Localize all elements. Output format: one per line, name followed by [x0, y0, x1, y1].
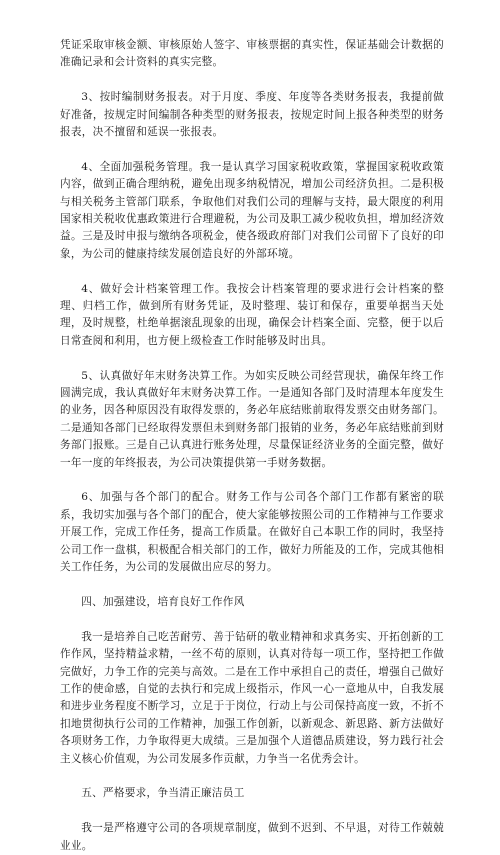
paragraph-archive-management: 4、做好会计档案管理工作。我按会计档案管理的要求进行会计档案的整理、归档工作，做到所有财务凭证，及时整理、装订和保存，重要单据当天处理，及时规整，杜绝单据滚乱现象的出现，确保会计档案全面、完整，便于以后日常查阅和利用，也方便上级检查工作时能够及时出具。 [60, 282, 444, 347]
paragraph-work-style: 我一是培养自己吃苦耐劳、善于钻研的敬业精神和求真务实、开拓创新的工作作风，坚持精益求精，一丝不苟的原则，认真对待每一项工作，坚持把工作做完做好，力争工作的完美与高效。二是在工作中承担自己的责任，增强自己做好工作的使命感，自觉的去执行和完成上级指示，作风一心一意地从中，自我发展和进步业务程度不断学习，立足于于岗位，行动上与公司保持高度一致，不折不扣地贯彻执行公司的工作精神，加强工作创新，以新观念、新思路、新方法做好各项财务工作，力争取得更大成绩。三是加强个人道德品质建设，努力践行社会主义核心价值观，为公司发展多作贡献，力争当一名优秀会计。 [60, 630, 444, 765]
paragraph-year-end-settlement: 5、认真做好年末财务决算工作。为如实反映公司经营现状，确保年终工作圆满完成，我认真做好年末财务决算工作。一是通知各部门及时清理本年度发生的业务，因各种原因没有取得发票的，务必年底结账前取得发票交由财务部门。二是通知各部门已经取得发票但未到财务部门报销的业务，务必年底结账前到财务部门报账。三是自己认真进行账务处理，尽量保证经济业务的全面完整，做好一年一度的年终报表，为公司决策提供第一手财务数据。 [60, 369, 444, 469]
paragraph-strict-requirements: 我一是严格遵守公司的各项规章制度，做到不迟到、不早退，对待工作兢兢业业。 [60, 822, 444, 852]
spacer [60, 611, 444, 628]
paragraph-department-cooperation: 6、加强与各个部门的配合。财务工作与公司各个部门工作都有紧密的联系，我切实加强与各个部门的配合，使大家能够按照公司的工作精神与工作要求开展工作，完成工作任务，提高工作质量。在做好自己本职工作的同时，我坚持公司工作一盘棋，积极配合相关部门的工作，做好力所能及的工作，完成其他相关工作任务，为公司的发展做出应尽的努力。 [60, 491, 444, 574]
spacer [60, 472, 444, 489]
paragraph-continuation: 凭证采取审核金额、审核原始人签字、审核票据的真实性，保证基础会计数据的准确记录和会计资料的真实完整。 [60, 39, 444, 69]
spacer [60, 803, 444, 820]
spacer [60, 72, 444, 89]
paragraph-tax-management: 4、全面加强税务管理。我一是认真学习国家税收政策，掌握国家税收政策内容，做到正确合理纳税，避免出现多纳税情况，增加公司经济负担。二是积极与相关税务主管部门联系，争取他们对我们公司的理解与支持，最大限度的利用国家相关税收优惠政策进行合理避税，为公司及职工减少税收负担，增加经济效益。三是及时申报与缴纳各项税金，使各级政府部门对我们公司留下了良好的印象，为公司的健康持续发展创造良好的外部环境。 [60, 160, 444, 260]
spacer [60, 141, 444, 158]
spacer [60, 263, 444, 280]
spacer [60, 768, 444, 785]
section-heading-5: 五、严格要求，争当清正廉洁员工 [81, 787, 245, 800]
spacer [60, 350, 444, 367]
paragraph-financial-reports: 3、按时编制财务报表。对于月度、季度、年度等各类财务报表，我提前做好准备，按规定时间编制各种类型的财务报表，按规定时间上报各种类型的财务报表，决不擅留和延误一张报表。 [60, 91, 444, 139]
section-heading-4: 四、加强建设，培育良好工作作风 [81, 595, 245, 608]
spacer [60, 577, 444, 594]
